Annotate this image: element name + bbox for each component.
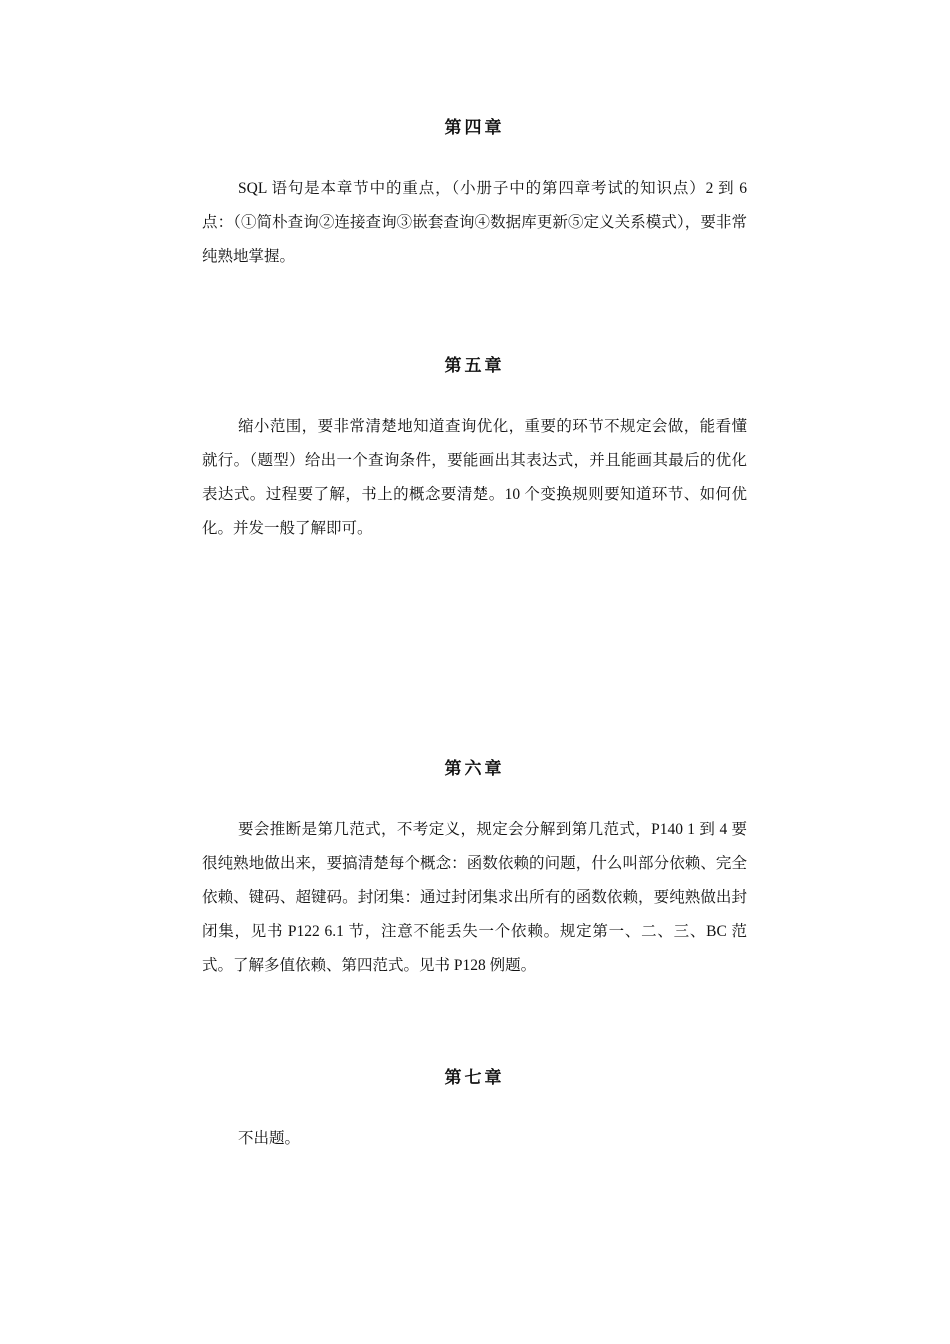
- chapter-7-paragraph: 不出题。: [238, 1130, 301, 1147]
- chapter-6-paragraph: 要会推断是第几范式，不考定义，规定会分解到第几范式，P140 1 到 4 要很纯熟地做出来，要搞清楚每个概念：函数依赖的问题，什么叫部分依赖、完全依赖、键码、超键码。封闭集：通过封闭集求出所有的函数依赖，要纯熟做出封闭集，见书 P122 6.1 节，注意不能丢失一个依赖。规定第一、二、三、BC 范式。了解多值依赖、第四范式。见书 P128 例题。: [202, 821, 747, 974]
- chapter-4-paragraph: SQL 语句是本章节中的重点，（小册子中的第四章考试的知识点）2 到 6 点：（①简朴查询②连接查询③嵌套查询④数据库更新⑤定义关系模式），要非常纯熟地掌握。: [202, 180, 747, 265]
- chapter-4-heading: 第四章: [444, 118, 505, 137]
- chapter-6-heading: 第六章: [444, 759, 505, 778]
- chapter-5-paragraph: 缩小范围，要非常清楚地知道查询优化，重要的环节不规定会做，能看懂就行。（题型）给出一个查询条件，要能画出其表达式，并且能画其最后的优化表达式。过程要了解，书上的概念要清楚。10 个变换规则要知道环节、如何优化。并发一般了解即可。: [202, 418, 747, 537]
- chapter-5-heading: 第五章: [444, 356, 505, 375]
- chapter-7-heading: 第七章: [444, 1068, 505, 1087]
